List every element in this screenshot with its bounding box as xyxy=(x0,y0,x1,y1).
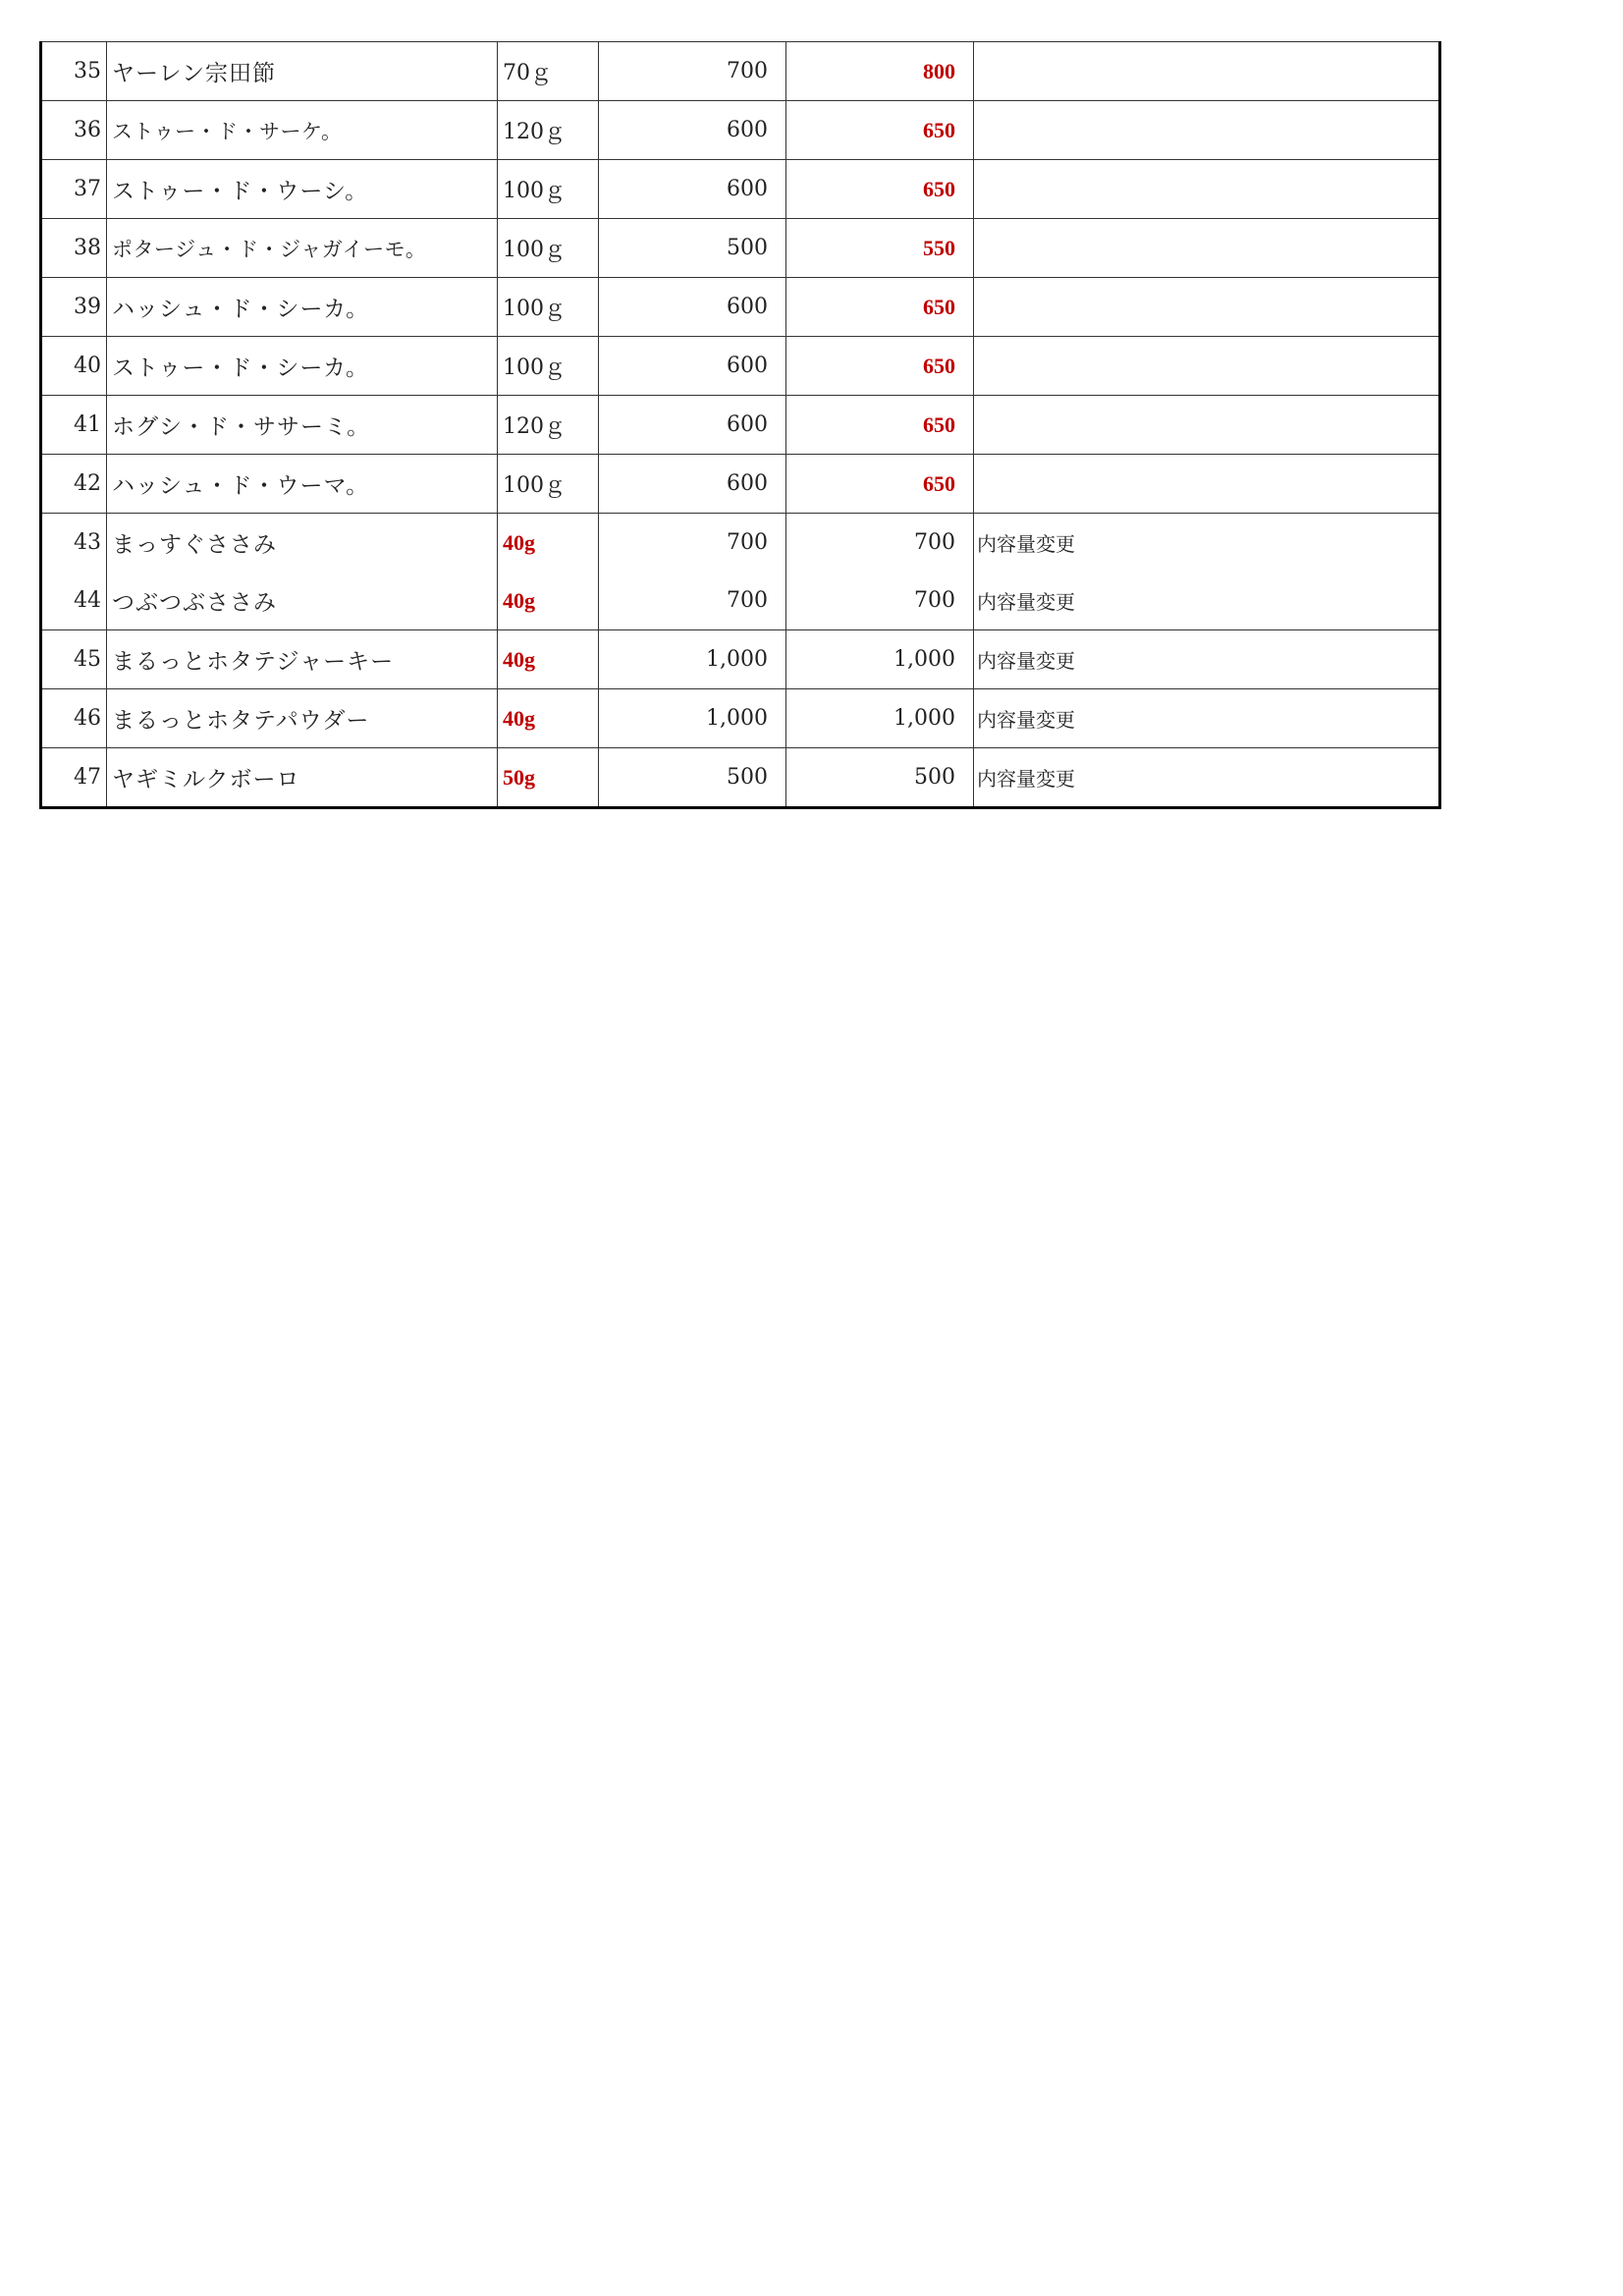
item-number: 37 xyxy=(41,160,107,219)
old-price: 700 xyxy=(599,514,786,573)
new-price: 550 xyxy=(786,219,974,278)
old-price: 600 xyxy=(599,160,786,219)
new-price: 650 xyxy=(786,337,974,396)
item-number: 45 xyxy=(41,630,107,689)
new-price: 650 xyxy=(786,396,974,455)
new-price: 650 xyxy=(786,101,974,160)
old-price: 600 xyxy=(599,455,786,514)
table-row xyxy=(41,42,1440,101)
note xyxy=(974,455,1440,514)
table-row xyxy=(41,630,1440,689)
capacity: 100ｇ xyxy=(498,219,599,278)
item-number: 36 xyxy=(41,101,107,160)
product-name: まるっとホタテパウダー xyxy=(107,689,498,748)
table-row xyxy=(41,278,1440,337)
table-row xyxy=(41,101,1440,160)
old-price: 1,000 xyxy=(599,689,786,748)
item-number: 47 xyxy=(41,748,107,808)
item-number: 41 xyxy=(41,396,107,455)
product-name: ハッシュ・ド・シーカ。 xyxy=(107,278,498,337)
note xyxy=(974,42,1440,101)
capacity: 40g xyxy=(498,630,599,689)
product-name: ストゥー・ド・シーカ。 xyxy=(107,337,498,396)
table-row xyxy=(41,689,1440,748)
capacity: 100ｇ xyxy=(498,337,599,396)
old-price: 700 xyxy=(599,572,786,630)
product-name: つぶつぶささみ xyxy=(107,572,498,630)
product-name: まるっとホタテジャーキー xyxy=(107,630,498,689)
capacity: 40g xyxy=(498,514,599,573)
table-row xyxy=(41,455,1440,514)
note xyxy=(974,219,1440,278)
note: 内容量変更 xyxy=(974,630,1440,689)
item-number: 44 xyxy=(41,572,107,630)
item-number: 43 xyxy=(41,514,107,573)
capacity: 100ｇ xyxy=(498,160,599,219)
item-number: 40 xyxy=(41,337,107,396)
note: 内容量変更 xyxy=(974,748,1440,808)
capacity: 120ｇ xyxy=(498,101,599,160)
new-price: 650 xyxy=(786,160,974,219)
item-number: 39 xyxy=(41,278,107,337)
product-name: ポタージュ・ド・ジャガイーモ。 xyxy=(107,219,498,278)
old-price: 1,000 xyxy=(599,630,786,689)
old-price: 600 xyxy=(599,278,786,337)
capacity: 70ｇ xyxy=(498,42,599,101)
item-number: 46 xyxy=(41,689,107,748)
table-row xyxy=(41,219,1440,278)
new-price: 700 xyxy=(786,514,974,573)
new-price: 650 xyxy=(786,278,974,337)
new-price: 1,000 xyxy=(786,630,974,689)
product-name: ヤギミルクボーロ xyxy=(107,748,498,808)
old-price: 500 xyxy=(599,219,786,278)
product-name: ストゥー・ド・サーケ。 xyxy=(107,101,498,160)
old-price: 600 xyxy=(599,337,786,396)
price-table xyxy=(39,41,1441,809)
old-price: 600 xyxy=(599,396,786,455)
note xyxy=(974,160,1440,219)
note xyxy=(974,337,1440,396)
note: 内容量変更 xyxy=(974,689,1440,748)
product-name: まっすぐささみ xyxy=(107,514,498,573)
new-price: 1,000 xyxy=(786,689,974,748)
old-price: 500 xyxy=(599,748,786,808)
new-price: 700 xyxy=(786,572,974,630)
old-price: 600 xyxy=(599,101,786,160)
note xyxy=(974,278,1440,337)
capacity: 100ｇ xyxy=(498,278,599,337)
note: 内容量変更 xyxy=(974,514,1440,573)
capacity: 40g xyxy=(498,689,599,748)
new-price: 650 xyxy=(786,455,974,514)
product-name: ヤーレン宗田節 xyxy=(107,42,498,101)
old-price: 700 xyxy=(599,42,786,101)
capacity: 100ｇ xyxy=(498,455,599,514)
new-price: 500 xyxy=(786,748,974,808)
capacity: 120ｇ xyxy=(498,396,599,455)
table-row xyxy=(41,748,1440,808)
product-name: ホグシ・ド・ササーミ。 xyxy=(107,396,498,455)
item-number: 38 xyxy=(41,219,107,278)
note: 内容量変更 xyxy=(974,572,1440,630)
table-row xyxy=(41,396,1440,455)
table-row xyxy=(41,572,1440,630)
item-number: 35 xyxy=(41,42,107,101)
product-name: ストゥー・ド・ウーシ。 xyxy=(107,160,498,219)
table-row xyxy=(41,514,1440,573)
capacity: 40g xyxy=(498,572,599,630)
note xyxy=(974,101,1440,160)
table-row xyxy=(41,160,1440,219)
item-number: 42 xyxy=(41,455,107,514)
table-row xyxy=(41,337,1440,396)
new-price: 800 xyxy=(786,42,974,101)
capacity: 50g xyxy=(498,748,599,808)
product-name: ハッシュ・ド・ウーマ。 xyxy=(107,455,498,514)
note xyxy=(974,396,1440,455)
